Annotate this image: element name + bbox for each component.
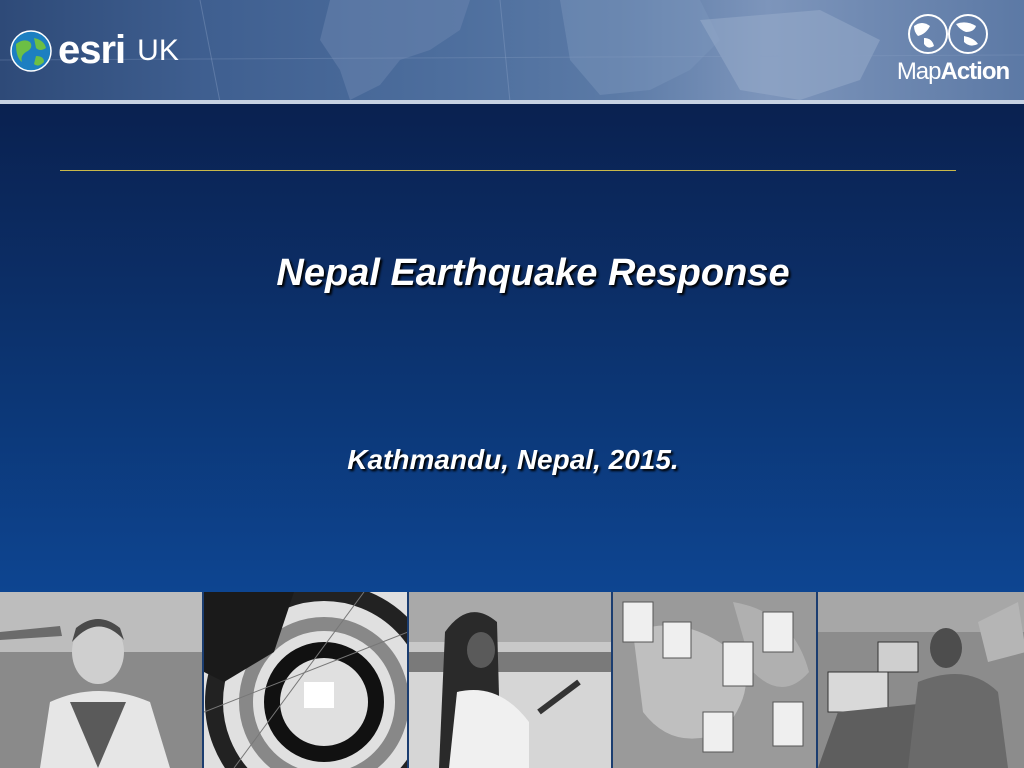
photo-aid-worker [0, 592, 204, 768]
photo-strip [0, 592, 1024, 768]
esri-brand-text: esri [58, 28, 126, 72]
mapaction-logo [888, 10, 1018, 86]
slide-body [0, 104, 1024, 592]
photo-gps-person [409, 592, 613, 768]
world-maps-icon [888, 10, 1018, 56]
mapaction-text-action: Action [940, 58, 1010, 85]
slide-title: Nepal Earthquake Response [276, 252, 790, 294]
title-rule [60, 170, 956, 171]
mapaction-text [888, 58, 1018, 86]
mapaction-text-map: Map [896, 58, 941, 85]
slide-subtitle: Kathmandu, Nepal, 2015. [347, 444, 679, 475]
esri-uk-logo [10, 28, 179, 73]
globe-icon [10, 30, 52, 72]
photo-regional-map [613, 592, 817, 768]
uk-suffix-text: UK [137, 33, 179, 67]
header-banner [0, 0, 1024, 102]
photo-zone-map [204, 592, 408, 768]
photo-field-office [818, 592, 1024, 768]
